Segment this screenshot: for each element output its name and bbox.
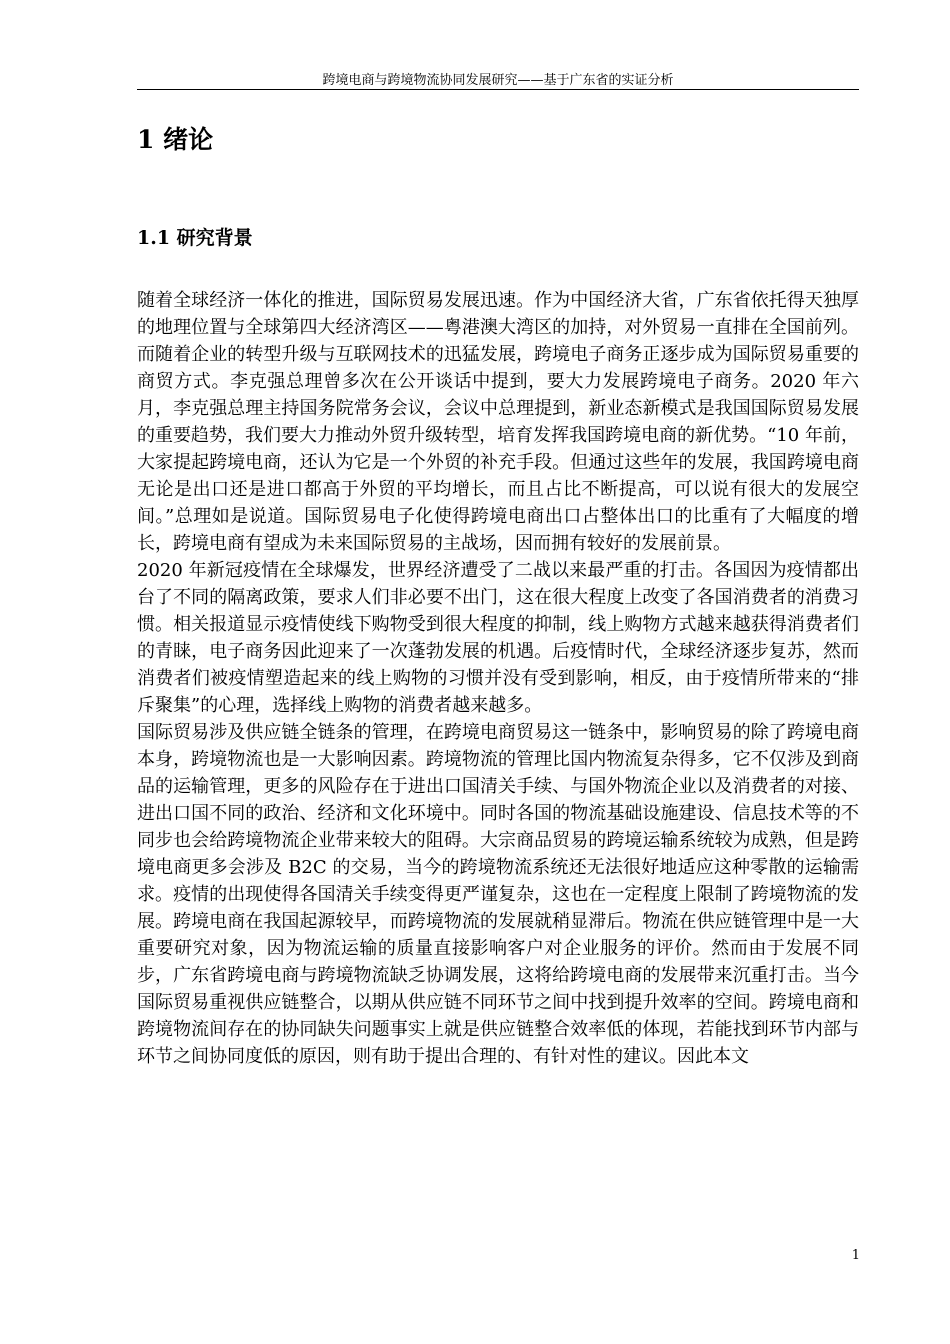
running-header: 跨境电商与跨境物流协同发展研究——基于广东省的实证分析 <box>322 73 674 88</box>
paragraph: 随着全球经济一体化的推进，国际贸易发展迅速。作为中国经济大省，广东省依托得天独厚的地理位置与全球第四大经济湾区——粤港澳大湾区的加持，对外贸易一直排在全国前列。而随着企业的转型升级与互联网技术的迅猛发展，跨境电子商务正逐步成为国际贸易重要的商贸方式。李克强总理曾多次在公开谈话中提到，要大力发展跨境电子商务。2020 年六月，李克强总理主持国务院常务会议，会议中总理提到，新业态新模式是我国国际贸易发展的重要趋势，我们要大力推动外贸升级转型，培育发挥我国跨境电商的新优势。“10 年前，大家提起跨境电商，还认为它是一个外贸的补充手段。但通过这些年的发展，我国跨境电商无论是出口还是进口都高于外贸的平均增长，而且占比不断提高，可以说有很大的发展空间。”总理如是说道。国际贸易电子化使得跨境电商出口占整体出口的比重有了大幅度的增长，跨境电商有望成为未来国际贸易的主战场，因而拥有较好的发展前景。 <box>137 290 859 554</box>
paragraph: 国际贸易涉及供应链全链条的管理，在跨境电商贸易这一链条中，影响贸易的除了跨境电商本身，跨境物流也是一大影响因素。跨境物流的管理比国内物流复杂得多，它不仅涉及到商品的运输管理，更多的风险存在于进出口国清关手续、与国外物流企业以及消费者的对接、进出口国不同的政治、经济和文化环境中。同时各国的物流基础设施建设、信息技术等的不同步也会给跨境物流企业带来较大的阻碍。大宗商品贸易的跨境运输系统较为成熟，但是跨境电商更多会涉及 B2C 的交易，当今的跨境物流系统还无法很好地适应这种零散的运输需求。疫情的出现使得各国清关手续变得更严谨复杂，这也在一定程度上限制了跨境物流的发展。跨境电商在我国起源较早，而跨境物流的发展就稍显滞后。物流在供应链管理中是一大重要研究对象，因为物流运输的质量直接影响客户对企业服务的评价。然而由于发展不同步，广东省跨境电商与跨境物流缺乏协调发展，这将给跨境电商的发展带来沉重打击。当今国际贸易重视供应链整合，以期从供应链不同环节之间中找到提升效率的空间。跨境电商和跨境物流间存在的协同缺失问题事实上就是供应链整合效率低的体现，若能找到环节内部与环节之间协同度低的原因，则有助于提出合理的、有针对性的建议。因此本文 <box>137 722 859 1067</box>
page-number: 1 <box>851 1248 860 1263</box>
paragraph: 2020 年新冠疫情在全球爆发，世界经济遭受了二战以来最严重的打击。各国因为疫情都出台了不同的隔离政策，要求人们非必要不出门，这在很大程度上改变了各国消费者的消费习惯。相关报道显示疫情使线下购物受到很大程度的抑制，线上购物方式越来越获得消费者们的青睐，电子商务因此迎来了一次蓬勃发展的机遇。后疫情时代，全球经济逐步复苏，然而消费者们被疫情塑造起来的线上购物的习惯并没有受到影响，相反，由于疫情所带来的“排斥聚集”的心理，选择线上购物的消费者越来越多。 <box>137 560 859 716</box>
header-divider <box>137 89 859 90</box>
body-text <box>137 287 859 1070</box>
section-title: 1.1 研究背景 <box>137 227 253 249</box>
chapter-title: 1 绪论 <box>137 125 214 154</box>
